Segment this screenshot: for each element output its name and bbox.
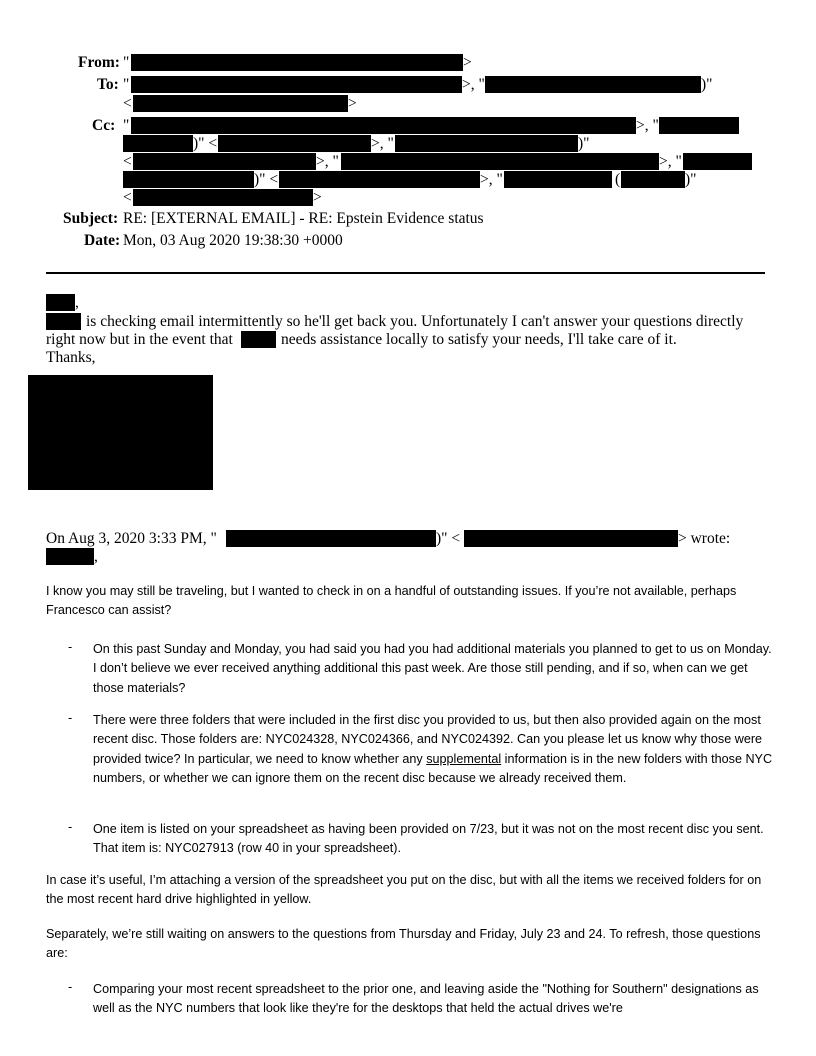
redaction <box>131 76 462 93</box>
redaction <box>218 135 371 152</box>
reply-line-1: is checking email intermittently so he'll get back you. Unfortunately I can't answer your questions directly <box>86 313 744 330</box>
bullet-marker: - <box>68 640 73 654</box>
redaction <box>395 135 578 152</box>
redaction <box>504 171 612 188</box>
date-label: Date: <box>84 232 121 249</box>
redaction <box>133 189 313 206</box>
from-label: From: <box>78 54 120 71</box>
redaction <box>341 153 659 170</box>
redaction <box>621 171 685 188</box>
bullet-1: On this past Sunday and Monday, you had said you had you had additional materials you planned to get to us on Monday. I don’t believe we ever received anything additional this past week. Are those still pending, and if so, when can we get those materials? <box>93 642 772 695</box>
date-value: Mon, 03 Aug 2020 19:38:30 +0000 <box>123 232 343 249</box>
greeting-comma: , <box>75 294 79 311</box>
quote-paragraph-3: Separately, we’re still waiting on answers to the questions from Thursday and Friday, July 23 and 24. To refresh, those questions are: <box>46 927 761 961</box>
quote-greeting-comma: , <box>94 548 98 565</box>
cc-text: < <box>123 189 132 206</box>
bullet-4: Comparing your most recent spreadsheet to the prior one, and leaving aside the "Nothing for Southern" designations as well as the NYC numbers that look like they're for the desktops that held the actual drives we're <box>93 982 759 1016</box>
quote-paragraph-2: In case it’s useful, I’m attaching a version of the spreadsheet you put on the disc, but with all the items we received folders for on the most recent hard drive highlighted in yellow. <box>46 873 762 907</box>
cc-text: >, " <box>659 153 682 170</box>
bullet-marker: - <box>68 980 73 994</box>
cc-text: )" < <box>254 171 279 188</box>
bullet-3: One item is listed on your spreadsheet as having been provided on 7/23, but it was not on the most recent disc you sent. That item is: NYC027913 (row 40 in your spreadsheet). <box>93 822 764 856</box>
reply-thanks: Thanks, <box>46 349 96 366</box>
cc-text: )" <box>578 135 590 152</box>
bullet-marker: - <box>68 711 73 725</box>
to-quote-open: " <box>123 76 130 93</box>
redacted-signature <box>28 375 213 490</box>
redaction <box>46 313 81 330</box>
from-quote-open: " <box>123 54 130 71</box>
redaction <box>659 117 739 134</box>
cc-label: Cc: <box>92 117 116 134</box>
bullet-2 <box>93 711 773 789</box>
bullet-2-underlined: supplemental <box>426 751 502 766</box>
redaction <box>226 530 436 547</box>
redaction <box>131 117 636 134</box>
from-angle-close: > <box>463 54 472 71</box>
redaction <box>241 331 276 348</box>
quote-header-wrote: > wrote: <box>678 530 731 547</box>
cc-text: >, " <box>371 135 394 152</box>
cc-text: ( <box>615 171 621 188</box>
redaction <box>133 95 348 112</box>
bullet-2-text-a: There were three folders that were included in the first disc you provided to us, but then also provided again on the most recent disc. Those folders are: NYC024328, NYC024366, and NYC024392. Can you please let us know why those were provided twice? In particular, we need to know whether any <box>93 713 763 766</box>
redaction <box>131 54 463 71</box>
bullet-2-text-b: information is in the new folders with those NYC numbers, or whether we can ignore them on the recent disc because we already received them. <box>93 751 773 786</box>
redaction <box>485 76 701 93</box>
bullet-marker: - <box>68 820 73 834</box>
cc-text: >, " <box>316 153 339 170</box>
quote-intro: I know you may still be traveling, but I wanted to check in on a handful of outstanding issues. If you’re not available, perhaps Francesco can assist? <box>46 584 737 618</box>
reply-line-2a: right now but in the event that <box>46 331 233 348</box>
redaction <box>123 171 254 188</box>
redaction <box>123 135 193 152</box>
to-angle-close: > <box>348 95 357 112</box>
cc-text: " <box>123 117 130 134</box>
redaction <box>464 530 678 547</box>
quote-header-mid: )" < <box>436 530 461 547</box>
to-paren-close: )" <box>701 76 713 93</box>
subject-value: RE: [EXTERNAL EMAIL] - RE: Epstein Evidence status <box>123 210 484 227</box>
cc-text: )" < <box>193 135 218 152</box>
to-separator: >, " <box>462 76 485 93</box>
cc-text: )" <box>685 171 697 188</box>
cc-text: > <box>313 189 322 206</box>
redaction <box>133 153 316 170</box>
cc-text: >, " <box>636 117 659 134</box>
to-label: To: <box>97 76 119 93</box>
redaction <box>683 153 752 170</box>
cc-text: >, " <box>480 171 503 188</box>
subject-label: Subject: <box>63 210 119 227</box>
reply-line-2b: needs assistance locally to satisfy your needs, I'll take care of it. <box>281 331 677 348</box>
redaction <box>46 548 94 565</box>
to-angle-open: < <box>123 95 132 112</box>
header-divider <box>46 272 765 274</box>
redaction <box>279 171 480 188</box>
quote-header-prefix: On Aug 3, 2020 3:33 PM, " <box>46 530 217 547</box>
redaction <box>46 294 75 311</box>
cc-text: < <box>123 153 132 170</box>
